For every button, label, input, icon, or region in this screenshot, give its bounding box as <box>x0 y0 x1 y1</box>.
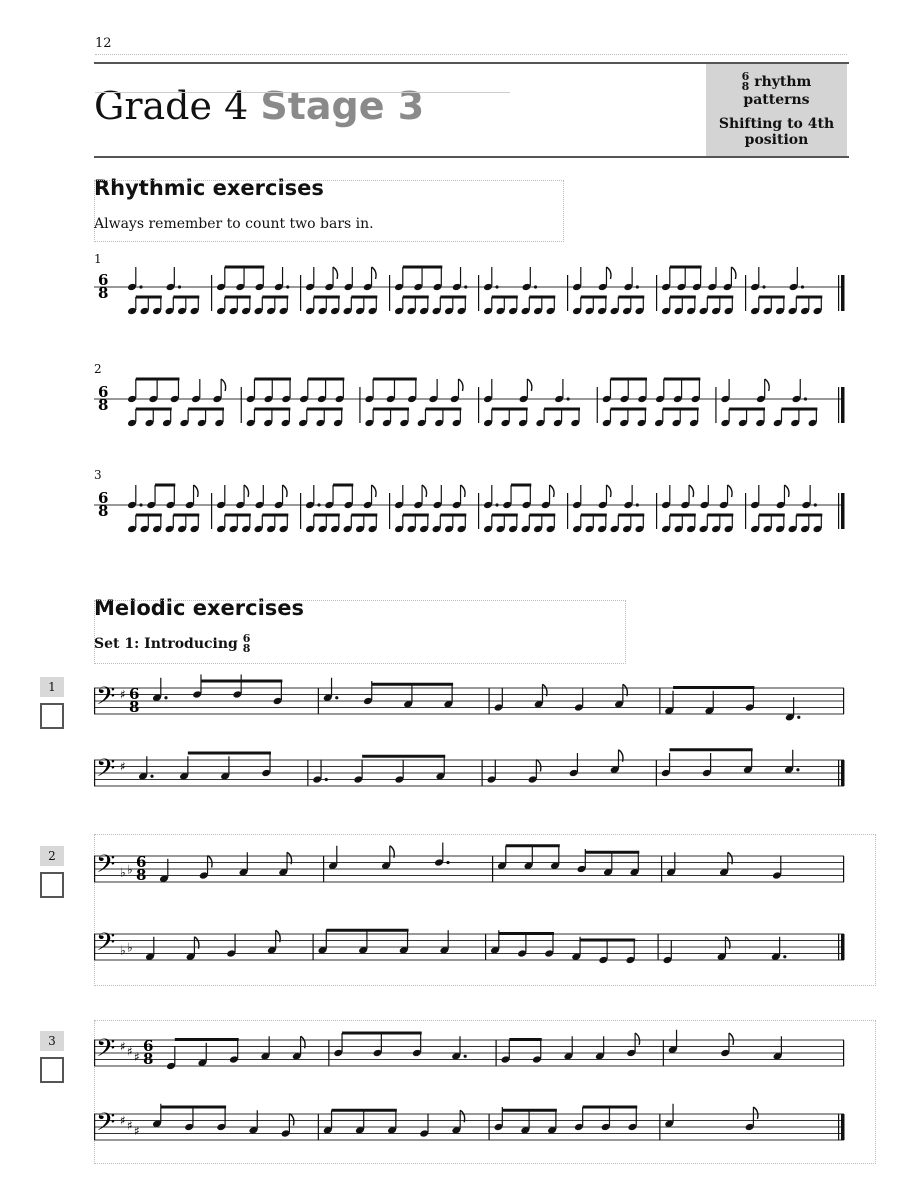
time-signature-top: 6 <box>129 685 140 703</box>
melodic-heading: Melodic exercises <box>94 596 305 620</box>
beam <box>342 1032 422 1035</box>
beam <box>225 296 251 299</box>
time-signature-bottom: 8 <box>98 284 109 302</box>
dot <box>636 285 639 288</box>
rhythmic-heading-frame <box>94 180 564 242</box>
beam <box>670 514 696 517</box>
note-flag <box>194 485 199 497</box>
barline <box>489 688 490 714</box>
beam <box>670 296 696 299</box>
page-title <box>94 84 424 128</box>
barline <box>300 275 301 311</box>
melodic-staff-2a <box>94 846 850 906</box>
dot <box>335 696 338 699</box>
sharp-icon: ♯ <box>120 759 126 774</box>
dot <box>534 285 537 288</box>
note-flag <box>208 856 213 868</box>
beam <box>670 266 702 269</box>
topic-tag-box <box>706 64 847 156</box>
barline <box>478 493 479 529</box>
barline <box>658 934 659 960</box>
beam <box>425 408 461 411</box>
beam <box>136 378 180 381</box>
dot <box>178 285 181 288</box>
beam <box>618 296 644 299</box>
rhythmic-intro: Always remember to count two bars in. <box>94 216 374 232</box>
beam <box>673 686 754 689</box>
set-label: Set 1: Introducing 6 8 <box>94 632 251 655</box>
bass-clef-icon: 𝄢 <box>96 849 116 885</box>
barline <box>656 493 657 529</box>
beam <box>262 514 288 517</box>
dot <box>446 861 449 864</box>
set-time-signature: 6 8 <box>242 632 251 655</box>
exercise-3-checkbox[interactable] <box>40 1057 64 1083</box>
melodic-exercise-number-3: 3 <box>40 1031 64 1051</box>
barline <box>841 493 845 529</box>
beam <box>492 514 518 517</box>
time-signature-bottom: 8 <box>129 698 140 716</box>
tag-line-2: patterns <box>743 92 810 108</box>
barline <box>328 1040 329 1066</box>
beam <box>314 296 340 299</box>
dot <box>495 503 498 506</box>
barline <box>843 688 844 714</box>
melodic-heading-frame <box>94 600 626 664</box>
beam <box>225 514 251 517</box>
flat-icon: ♭ <box>127 940 133 955</box>
rhythm-staff-1 <box>94 262 850 322</box>
bass-clef-icon: 𝄢 <box>96 927 116 963</box>
beam <box>188 752 271 755</box>
barline <box>318 1114 319 1140</box>
note-flag <box>753 1107 758 1119</box>
sharp-icon: ♯ <box>120 1039 126 1054</box>
tag-time-signature: 6 8 <box>741 70 750 93</box>
barline <box>478 387 479 423</box>
barline <box>359 387 360 423</box>
dot <box>150 775 153 778</box>
beam <box>403 296 429 299</box>
barline <box>843 1040 844 1066</box>
barline <box>656 760 657 786</box>
barline <box>389 275 390 311</box>
barline <box>567 493 568 529</box>
melodic-staff-3b <box>94 1104 850 1164</box>
beam <box>440 514 466 517</box>
beam <box>225 266 264 269</box>
beam <box>529 296 555 299</box>
note-flag <box>372 485 377 497</box>
beam <box>670 748 753 751</box>
barline <box>661 856 662 882</box>
beam <box>544 408 580 411</box>
note-flag <box>635 1033 640 1045</box>
barline <box>841 760 845 786</box>
beam <box>796 514 822 517</box>
dot <box>762 285 765 288</box>
barline <box>838 275 839 311</box>
beam <box>373 408 409 411</box>
note-flag <box>527 379 532 391</box>
beam <box>403 514 429 517</box>
barline <box>211 275 212 311</box>
bass-clef-icon: 𝄢 <box>96 753 116 789</box>
note-flag <box>458 379 463 391</box>
page-number: 12 <box>95 36 112 51</box>
barline <box>597 387 598 423</box>
bass-clef-icon: 𝄢 <box>96 681 116 717</box>
sharp-icon: ♯ <box>134 1049 140 1064</box>
dot <box>783 955 786 958</box>
barline <box>838 493 839 529</box>
time-signature-top: 6 <box>136 853 147 871</box>
beam <box>188 408 224 411</box>
barline <box>496 1040 497 1066</box>
note-flag <box>244 485 249 497</box>
beam <box>618 514 644 517</box>
melodic-staff-1a <box>94 678 850 738</box>
beam <box>307 408 343 411</box>
beam <box>664 378 701 381</box>
beam <box>502 1109 557 1112</box>
barline <box>313 934 314 960</box>
note-flag <box>289 1114 294 1126</box>
flat-icon: ♭ <box>120 865 126 880</box>
dot <box>317 503 320 506</box>
barline <box>485 934 486 960</box>
barline <box>489 1114 490 1140</box>
dot <box>139 285 142 288</box>
beam <box>254 408 290 411</box>
time-signature-top: 6 <box>143 1037 154 1055</box>
time-signature-bottom: 8 <box>98 502 109 520</box>
melodic-staff-3a <box>94 1030 850 1090</box>
note-flag <box>731 267 736 279</box>
beam <box>351 514 377 517</box>
barline <box>300 493 301 529</box>
beam <box>155 484 175 487</box>
tag-line-4: position <box>744 132 809 148</box>
note-flag <box>422 485 427 497</box>
sharp-icon: ♯ <box>127 1044 133 1059</box>
barline <box>841 1114 845 1140</box>
beam <box>529 514 555 517</box>
barline <box>841 275 845 311</box>
tag-line-3: Shifting to 4th <box>718 116 835 132</box>
rhythm-staff-3 <box>94 480 850 540</box>
note-flag <box>606 267 611 279</box>
beam <box>372 683 453 686</box>
barline <box>656 275 657 311</box>
note-flag <box>372 267 377 279</box>
beam <box>161 1106 226 1109</box>
rhythmic-heading: Rhythmic exercises <box>94 176 324 200</box>
note-flag <box>550 485 555 497</box>
beam <box>136 296 162 299</box>
barline <box>389 493 390 529</box>
barline <box>307 760 308 786</box>
sharp-icon: ♯ <box>134 1123 140 1138</box>
beam <box>314 514 340 517</box>
beam <box>581 296 607 299</box>
barline <box>745 493 746 529</box>
note-flag <box>536 760 541 772</box>
barline <box>843 856 844 882</box>
time-signature-top: 6 <box>98 383 109 401</box>
beam <box>333 484 353 487</box>
beam <box>610 408 646 411</box>
barline <box>838 760 839 786</box>
barline <box>659 688 660 714</box>
stage-label: Stage 3 <box>260 84 425 128</box>
dot <box>801 285 804 288</box>
note-flag <box>729 1033 734 1045</box>
beam <box>326 929 408 932</box>
dot <box>636 503 639 506</box>
barline <box>659 1114 660 1140</box>
note-flag <box>333 267 338 279</box>
beam <box>583 1106 638 1109</box>
note-flag <box>606 485 611 497</box>
beam <box>362 755 445 758</box>
beam <box>332 1109 397 1112</box>
barline <box>663 1040 664 1066</box>
beam <box>403 266 443 269</box>
barline <box>567 275 568 311</box>
beam <box>759 514 785 517</box>
time-signature-top: 6 <box>98 271 109 289</box>
beam <box>509 1038 541 1041</box>
dot <box>796 768 799 771</box>
barline <box>841 934 845 960</box>
note-flag <box>728 485 733 497</box>
flat-icon: ♭ <box>120 943 126 958</box>
dot <box>495 285 498 288</box>
beam <box>729 408 765 411</box>
melodic-exercise-number-2: 2 <box>40 846 64 866</box>
melodic-staff-1b <box>94 750 850 810</box>
exercise-1-checkbox[interactable] <box>40 703 64 729</box>
beam <box>506 844 560 847</box>
sharp-icon: ♯ <box>120 687 126 702</box>
beam <box>707 296 733 299</box>
beam <box>781 408 817 411</box>
dot <box>797 716 800 719</box>
dot <box>139 503 142 506</box>
beam <box>581 514 607 517</box>
beam <box>759 296 785 299</box>
top-dotted-guide <box>95 54 847 55</box>
beam <box>262 296 288 299</box>
beam <box>440 296 466 299</box>
note-flag <box>283 485 288 497</box>
beam <box>492 296 518 299</box>
beam <box>136 408 172 411</box>
time-signature-bottom: 8 <box>98 396 109 414</box>
tag-line-1: rhythm <box>754 74 812 90</box>
beam <box>351 296 377 299</box>
grade-label: Grade 4 <box>94 84 249 128</box>
time-signature-bottom: 8 <box>143 1050 154 1068</box>
barline <box>478 275 479 311</box>
barline <box>211 493 212 529</box>
sharp-icon: ♯ <box>127 1118 133 1133</box>
rhythm-staff-2 <box>94 374 850 434</box>
dot <box>164 696 167 699</box>
barline <box>715 387 716 423</box>
flat-icon: ♭ <box>127 862 133 877</box>
beam <box>373 378 417 381</box>
beam <box>499 932 554 935</box>
note-flag <box>765 379 770 391</box>
beam <box>585 851 639 854</box>
note-flag <box>689 485 694 497</box>
time-signature-top: 6 <box>98 489 109 507</box>
dot <box>804 397 807 400</box>
beam <box>707 514 733 517</box>
beam <box>136 514 162 517</box>
beam <box>308 378 345 381</box>
note-flag <box>221 379 226 391</box>
beam <box>254 378 291 381</box>
melodic-staff-2b <box>94 924 850 984</box>
dot <box>464 1055 467 1058</box>
barline <box>241 387 242 423</box>
rhythm-exercise-number-1: 1 <box>94 252 102 266</box>
beam <box>663 408 699 411</box>
melodic-exercise-number-1: 1 <box>40 677 64 697</box>
dot <box>814 503 817 506</box>
barline <box>838 1114 839 1140</box>
time-signature-bottom: 8 <box>136 866 147 884</box>
barline <box>838 387 839 423</box>
rhythm-exercise-number-3: 3 <box>94 468 102 482</box>
beam <box>580 939 635 942</box>
dot <box>464 285 467 288</box>
barline <box>838 934 839 960</box>
rhythm-exercise-number-2: 2 <box>94 362 102 376</box>
title-guide-line <box>95 92 510 93</box>
exercise-2-checkbox[interactable] <box>40 872 64 898</box>
note-flag <box>784 485 789 497</box>
beam <box>796 296 822 299</box>
header-bottom-rule <box>94 156 849 158</box>
beam <box>173 296 199 299</box>
bass-clef-icon: 𝄢 <box>96 1107 116 1143</box>
dot <box>567 397 570 400</box>
beam <box>610 378 647 381</box>
beam <box>492 408 528 411</box>
beam <box>511 484 531 487</box>
sharp-icon: ♯ <box>120 1113 126 1128</box>
bass-clef-icon: 𝄢 <box>96 1033 116 1069</box>
note-flag <box>461 485 466 497</box>
barline <box>492 856 493 882</box>
dot <box>286 285 289 288</box>
barline <box>318 688 319 714</box>
beam <box>175 1038 239 1041</box>
barline <box>841 387 845 423</box>
beam <box>173 514 199 517</box>
beam <box>201 680 282 683</box>
barline <box>323 856 324 882</box>
barline <box>482 760 483 786</box>
dot <box>325 778 328 781</box>
barline <box>745 275 746 311</box>
